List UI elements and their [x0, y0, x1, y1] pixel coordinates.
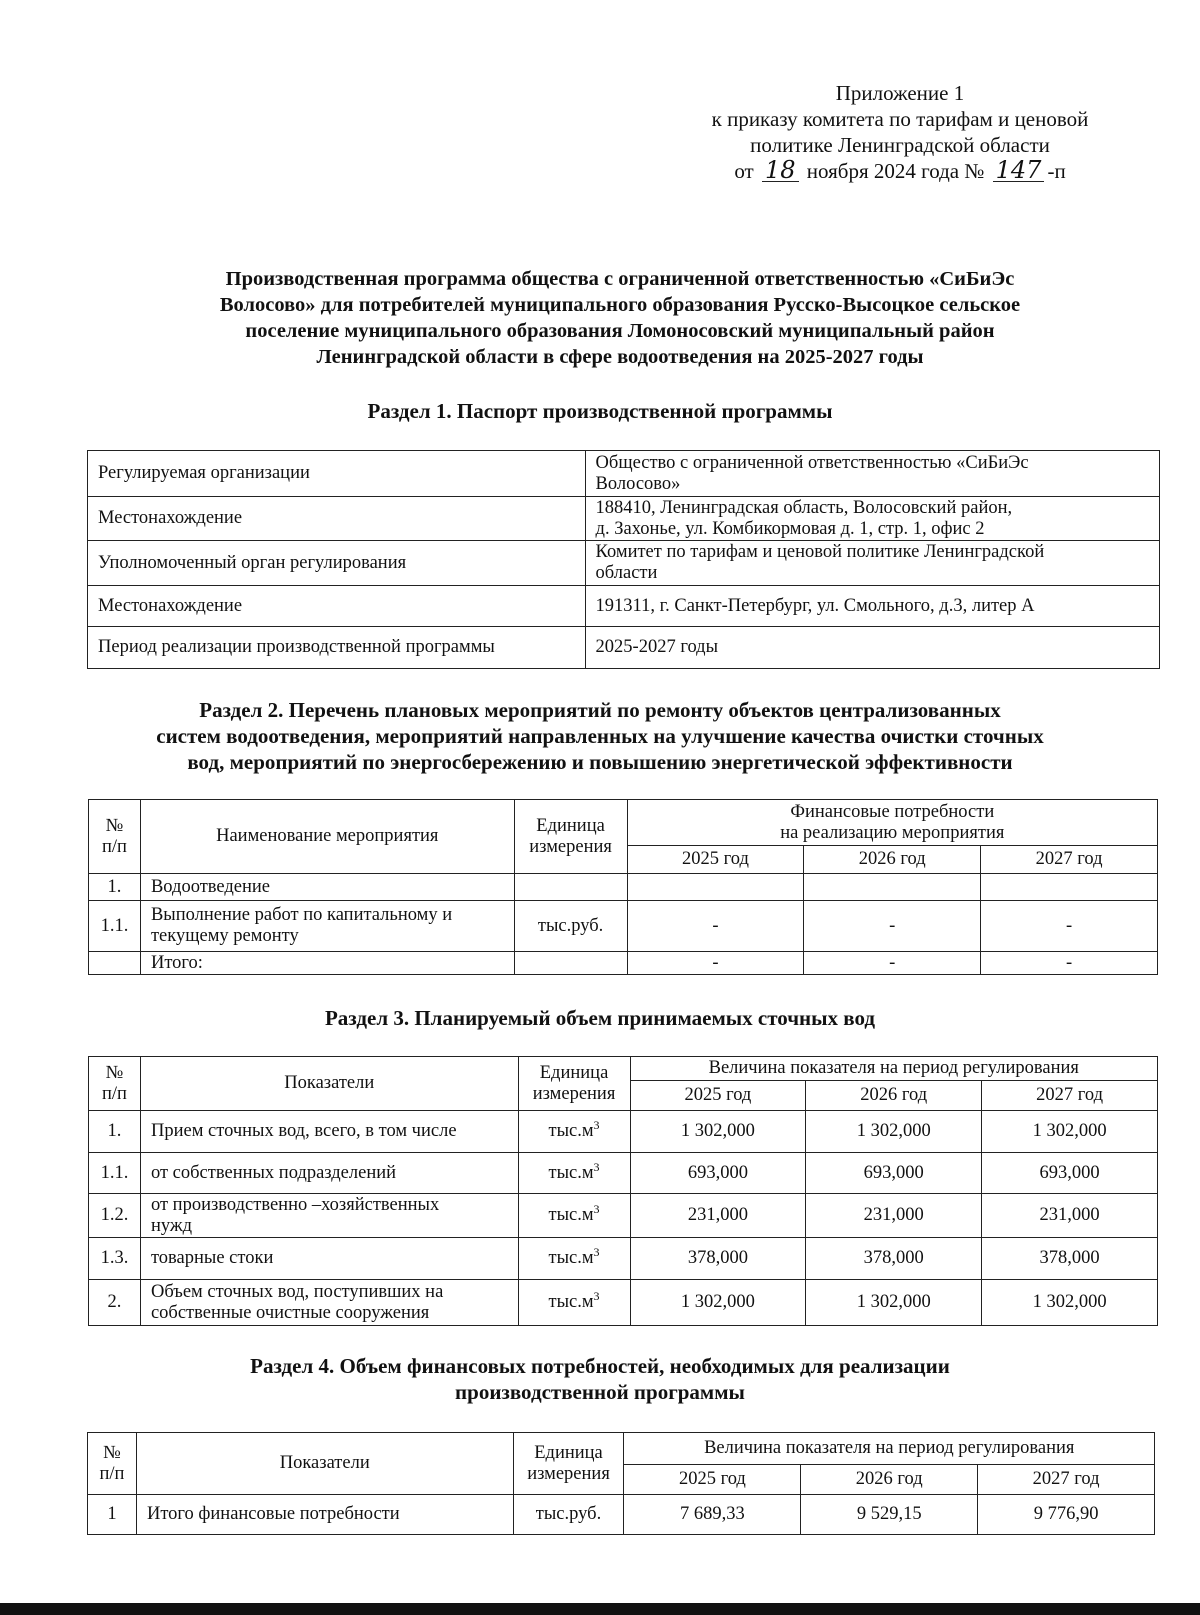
table-header-row	[89, 1057, 1158, 1081]
col-unit: Единица измерения	[514, 800, 627, 874]
unit-cell: $тыс.м^3$	[518, 1280, 630, 1326]
col-year: 2025 год	[630, 1081, 806, 1111]
table-row: 2. Объем сточных вод, поступивших на собственные очистные сооружения $тыс.м^3$ 1 302,000 1 302,000 1 302,000	[89, 1280, 1158, 1326]
table-row: 1.1. Выполнение работ по капитальному и текущему ремонту тыс.руб. - - -	[89, 901, 1158, 952]
table-row-total: Итого: - - -	[89, 952, 1158, 975]
passport-value: Комитет по тарифам и ценовой политике Ленинградской области	[585, 541, 1159, 586]
col-year: 2027 год	[982, 1081, 1158, 1111]
annex-date-line	[660, 158, 1140, 184]
passport-label: Местонахождение	[88, 497, 586, 541]
unit-cell: $тыс.м^3$	[518, 1238, 630, 1280]
title-line: поселение муниципального образования Ломоносовский муниципальный район	[245, 320, 995, 342]
annex-title: Приложение 1	[835, 81, 965, 105]
annex-block	[660, 80, 1140, 184]
annex-order-ref: к приказу комитета по тарифам и ценовой	[711, 107, 1089, 131]
annex-day-handwritten: 18	[762, 159, 799, 182]
title-line: Ленинградской области в сфере водоотведения на 2025-2027 годы	[316, 346, 924, 368]
title-line: Волосово» для потребителей муниципального образования Русско-Высоцкое сельское	[219, 294, 1021, 316]
annex-date-prefix: от	[734, 159, 754, 183]
unit-cell: $тыс.м^3$	[518, 1194, 630, 1238]
unit-cell: $тыс.м^3$	[518, 1111, 630, 1153]
passport-table	[87, 450, 1160, 669]
annex-number-suffix: -п	[1047, 159, 1066, 183]
table-row: 1.2. от производственно –хозяйственных нужд $тыс.м^3$ 231,000 231,000 231,000	[89, 1194, 1158, 1238]
annex-number-handwritten: 147	[993, 159, 1045, 182]
col-indicator: Показатели	[136, 1433, 513, 1495]
table-header-row	[89, 800, 1158, 846]
passport-value: 188410, Ленинградская область, Волосовский район, д. Захонье, ул. Комбикормовая д. 1, стр. 1, офис 2	[585, 497, 1159, 541]
col-year: 2026 год	[806, 1081, 982, 1111]
section3-heading: Раздел 3. Планируемый объем принимаемых сточных вод	[324, 1006, 876, 1030]
heading-line: систем водоотведения, мероприятий направленных на улучшение качества очистки сточных	[156, 724, 1044, 748]
col-year: 2027 год	[978, 1465, 1155, 1495]
col-year: 2027 год	[981, 846, 1158, 874]
measures-table	[88, 799, 1158, 975]
annex-committee: политике Ленинградской области	[750, 133, 1050, 157]
document-title	[130, 266, 1110, 370]
table-row: 1 Итого финансовые потребности тыс.руб. 7 689,33 9 529,15 9 776,90	[88, 1495, 1155, 1535]
col-unit: Единица измерения	[518, 1057, 630, 1111]
section4-heading	[100, 1353, 1100, 1405]
scan-edge-bar	[0, 1603, 1200, 1615]
table-row: 1. Прием сточных вод, всего, в том числе $тыс.м^3$ 1 302,000 1 302,000 1 302,000	[89, 1111, 1158, 1153]
heading-line: производственной программы	[455, 1380, 745, 1404]
table-row	[88, 586, 1160, 627]
unit-cell: $тыс.м^3$	[518, 1153, 630, 1194]
col-unit: Единица измерения	[513, 1433, 624, 1495]
col-year: 2025 год	[627, 846, 804, 874]
passport-label: Регулируемая организации	[88, 451, 586, 497]
heading-line: вод, мероприятий по энергосбережению и повышению энергетической эффективности	[187, 750, 1013, 774]
col-number: № п/п	[89, 1057, 141, 1111]
passport-label: Местонахождение	[88, 586, 586, 627]
table-row	[88, 627, 1160, 669]
col-financial-needs: Финансовые потребности на реализацию мероприятия	[627, 800, 1157, 846]
annex-month-year: ноября 2024 года №	[806, 159, 985, 183]
col-year: 2025 год	[624, 1465, 801, 1495]
section2-heading	[95, 697, 1105, 775]
financial-needs-table	[87, 1432, 1155, 1535]
col-number: № п/п	[89, 800, 141, 874]
table-row	[88, 541, 1160, 586]
col-measure-name: Наименование мероприятия	[140, 800, 514, 874]
wastewater-volume-table	[88, 1056, 1158, 1326]
col-value-period: Величина показателя на период регулирования	[624, 1433, 1155, 1465]
heading-line: Раздел 4. Объем финансовых потребностей, необходимых для реализации	[250, 1354, 950, 1378]
heading-line: Раздел 2. Перечень плановых мероприятий по ремонту объектов централизованных	[199, 698, 1001, 722]
col-number: № п/п	[88, 1433, 137, 1495]
table-row	[88, 497, 1160, 541]
col-year: 2026 год	[801, 1465, 978, 1495]
passport-label: Уполномоченный орган регулирования	[88, 541, 586, 586]
passport-label: Период реализации производственной программы	[88, 627, 586, 669]
col-indicator: Показатели	[140, 1057, 518, 1111]
table-header-row	[88, 1433, 1155, 1465]
section1-heading: Раздел 1. Паспорт производственной программы	[367, 399, 833, 423]
passport-value: Общество с ограниченной ответственностью «СиБиЭс Волосово»	[585, 451, 1159, 497]
table-row: 1.1. от собственных подразделений $тыс.м^3$ 693,000 693,000 693,000	[89, 1153, 1158, 1194]
table-row	[88, 451, 1160, 497]
col-value-period: Величина показателя на период регулирования	[630, 1057, 1158, 1081]
passport-value: 191311, г. Санкт-Петербург, ул. Смольного, д.3, литер А	[585, 586, 1159, 627]
table-row: 1.3. товарные стоки $тыс.м^3$ 378,000 378,000 378,000	[89, 1238, 1158, 1280]
passport-value: 2025-2027 годы	[585, 627, 1159, 669]
table-row: 1. Водоотведение	[89, 874, 1158, 901]
col-year: 2026 год	[804, 846, 981, 874]
title-line: Производственная программа общества с ограниченной ответственностью «СиБиЭс	[225, 268, 1015, 290]
